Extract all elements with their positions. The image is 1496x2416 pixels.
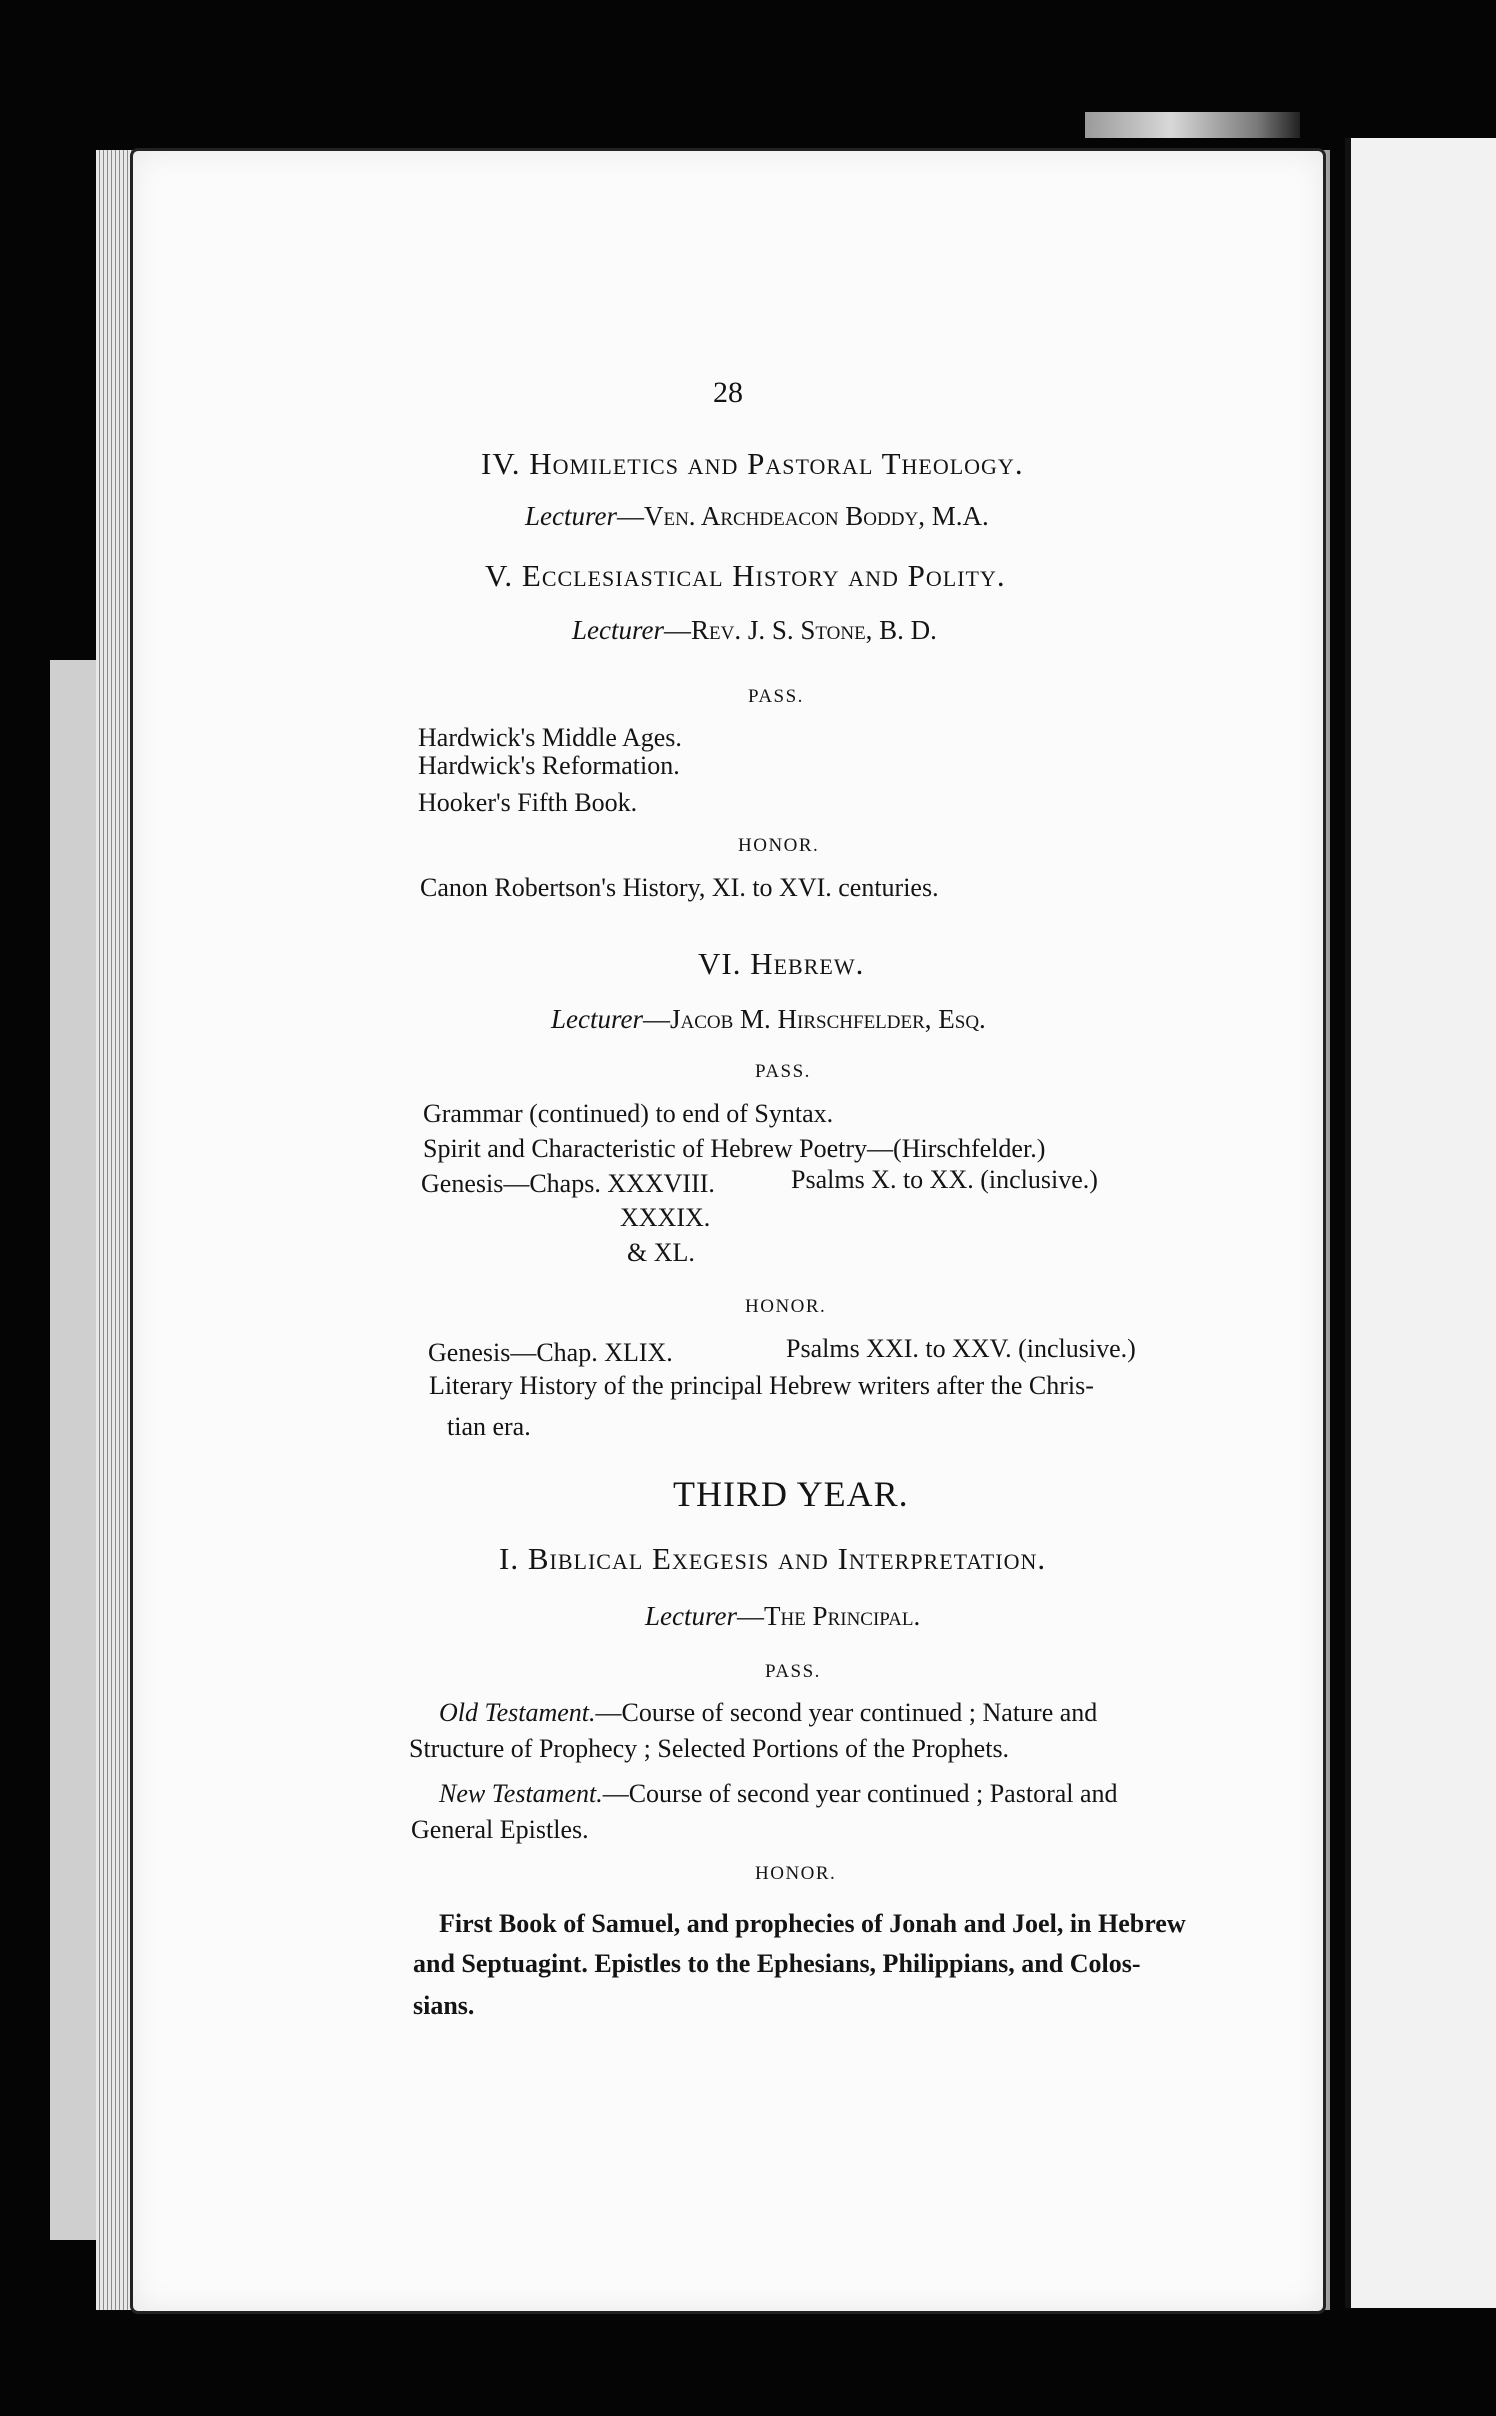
lecturer-prefix: Lecturer (645, 1601, 737, 1631)
book-page (130, 148, 1326, 2314)
old-testament-line: Structure of Prophecy ; Selected Portions of the Prophets. (409, 1734, 1010, 1763)
page-number: 28 (713, 376, 743, 409)
lecturer-name: —The Principal. (736, 1601, 921, 1631)
honor-line: tian era. (447, 1412, 531, 1441)
honor-label: HONOR. (738, 835, 820, 856)
pass-line: Genesis—Chaps. XXXVIII. (421, 1169, 715, 1198)
pass-line: Spirit and Characteristic of Hebrew Poetry—(Hirschfelder.) (423, 1134, 1046, 1163)
section-iv-heading: IV. Homiletics and Pastoral Theology. (481, 446, 1024, 481)
honor-item: Canon Robertson's History, XI. to XVI. centuries. (420, 873, 939, 902)
pass-label: PASS. (755, 1061, 811, 1082)
new-testament-label: New Testament. (439, 1779, 603, 1808)
section-v-lecturer (572, 615, 937, 646)
third-year-heading: I. Biblical Exegesis and Interpretation. (499, 1541, 1047, 1576)
honor-label: HONOR. (755, 1863, 837, 1884)
lecturer-prefix: Lecturer (551, 1004, 643, 1034)
pass-label: PASS. (765, 1661, 821, 1682)
pass-label: PASS. (748, 686, 804, 707)
honor-line: sians. (413, 1991, 475, 2020)
section-vi-lecturer (551, 1004, 986, 1035)
old-testament-label: Old Testament. (439, 1698, 596, 1727)
honor-line: Genesis—Chap. XLIX. (428, 1338, 673, 1367)
lecturer-prefix: Lecturer (525, 501, 617, 531)
honor-line: First Book of Samuel, and prophecies of Jonah and Joel, in Hebrew (439, 1909, 1186, 1938)
lecturer-name: —Ven. Archdeacon Boddy, M.A. (616, 501, 989, 531)
pass-line: Psalms X. to XX. (inclusive.) (791, 1165, 1098, 1194)
third-year-lecturer (645, 1601, 920, 1632)
old-testament-line (439, 1698, 1097, 1728)
new-testament-line: General Epistles. (411, 1815, 589, 1844)
lecturer-name: —Rev. J. S. Stone, B. D. (663, 615, 937, 645)
lecturer-name: —Jacob M. Hirschfelder, Esq. (642, 1004, 986, 1034)
lecturer-prefix: Lecturer (572, 615, 664, 645)
pass-line: & XL. (627, 1238, 695, 1267)
honor-line: and Septuagint. Epistles to the Ephesians, Philippians, and Colos- (413, 1949, 1141, 1978)
new-testament-text: —Course of second year continued ; Pastoral and (602, 1779, 1118, 1808)
third-year-title: THIRD YEAR. (673, 1474, 909, 1514)
pass-line: Grammar (continued) to end of Syntax. (423, 1099, 834, 1128)
section-v-heading: V. Ecclesiastical History and Polity. (485, 558, 1006, 593)
honor-line: Literary History of the principal Hebrew writers after the Chris- (429, 1371, 1094, 1400)
facing-page-edge (1345, 138, 1496, 2308)
honor-label: HONOR. (745, 1296, 827, 1317)
scan-edge-strip (1085, 112, 1300, 138)
pass-item: Hardwick's Middle Ages. (418, 723, 682, 752)
pass-line: XXXIX. (620, 1203, 711, 1232)
pass-item: Hardwick's Reformation. (418, 751, 680, 780)
pass-item: Hooker's Fifth Book. (418, 788, 638, 817)
honor-line: Psalms XXI. to XXV. (inclusive.) (786, 1334, 1136, 1363)
new-testament-line (439, 1779, 1118, 1809)
section-vi-heading: VI. Hebrew. (698, 946, 865, 981)
old-testament-text: —Course of second year continued ; Nature and (595, 1698, 1098, 1727)
section-iv-lecturer (525, 501, 989, 532)
